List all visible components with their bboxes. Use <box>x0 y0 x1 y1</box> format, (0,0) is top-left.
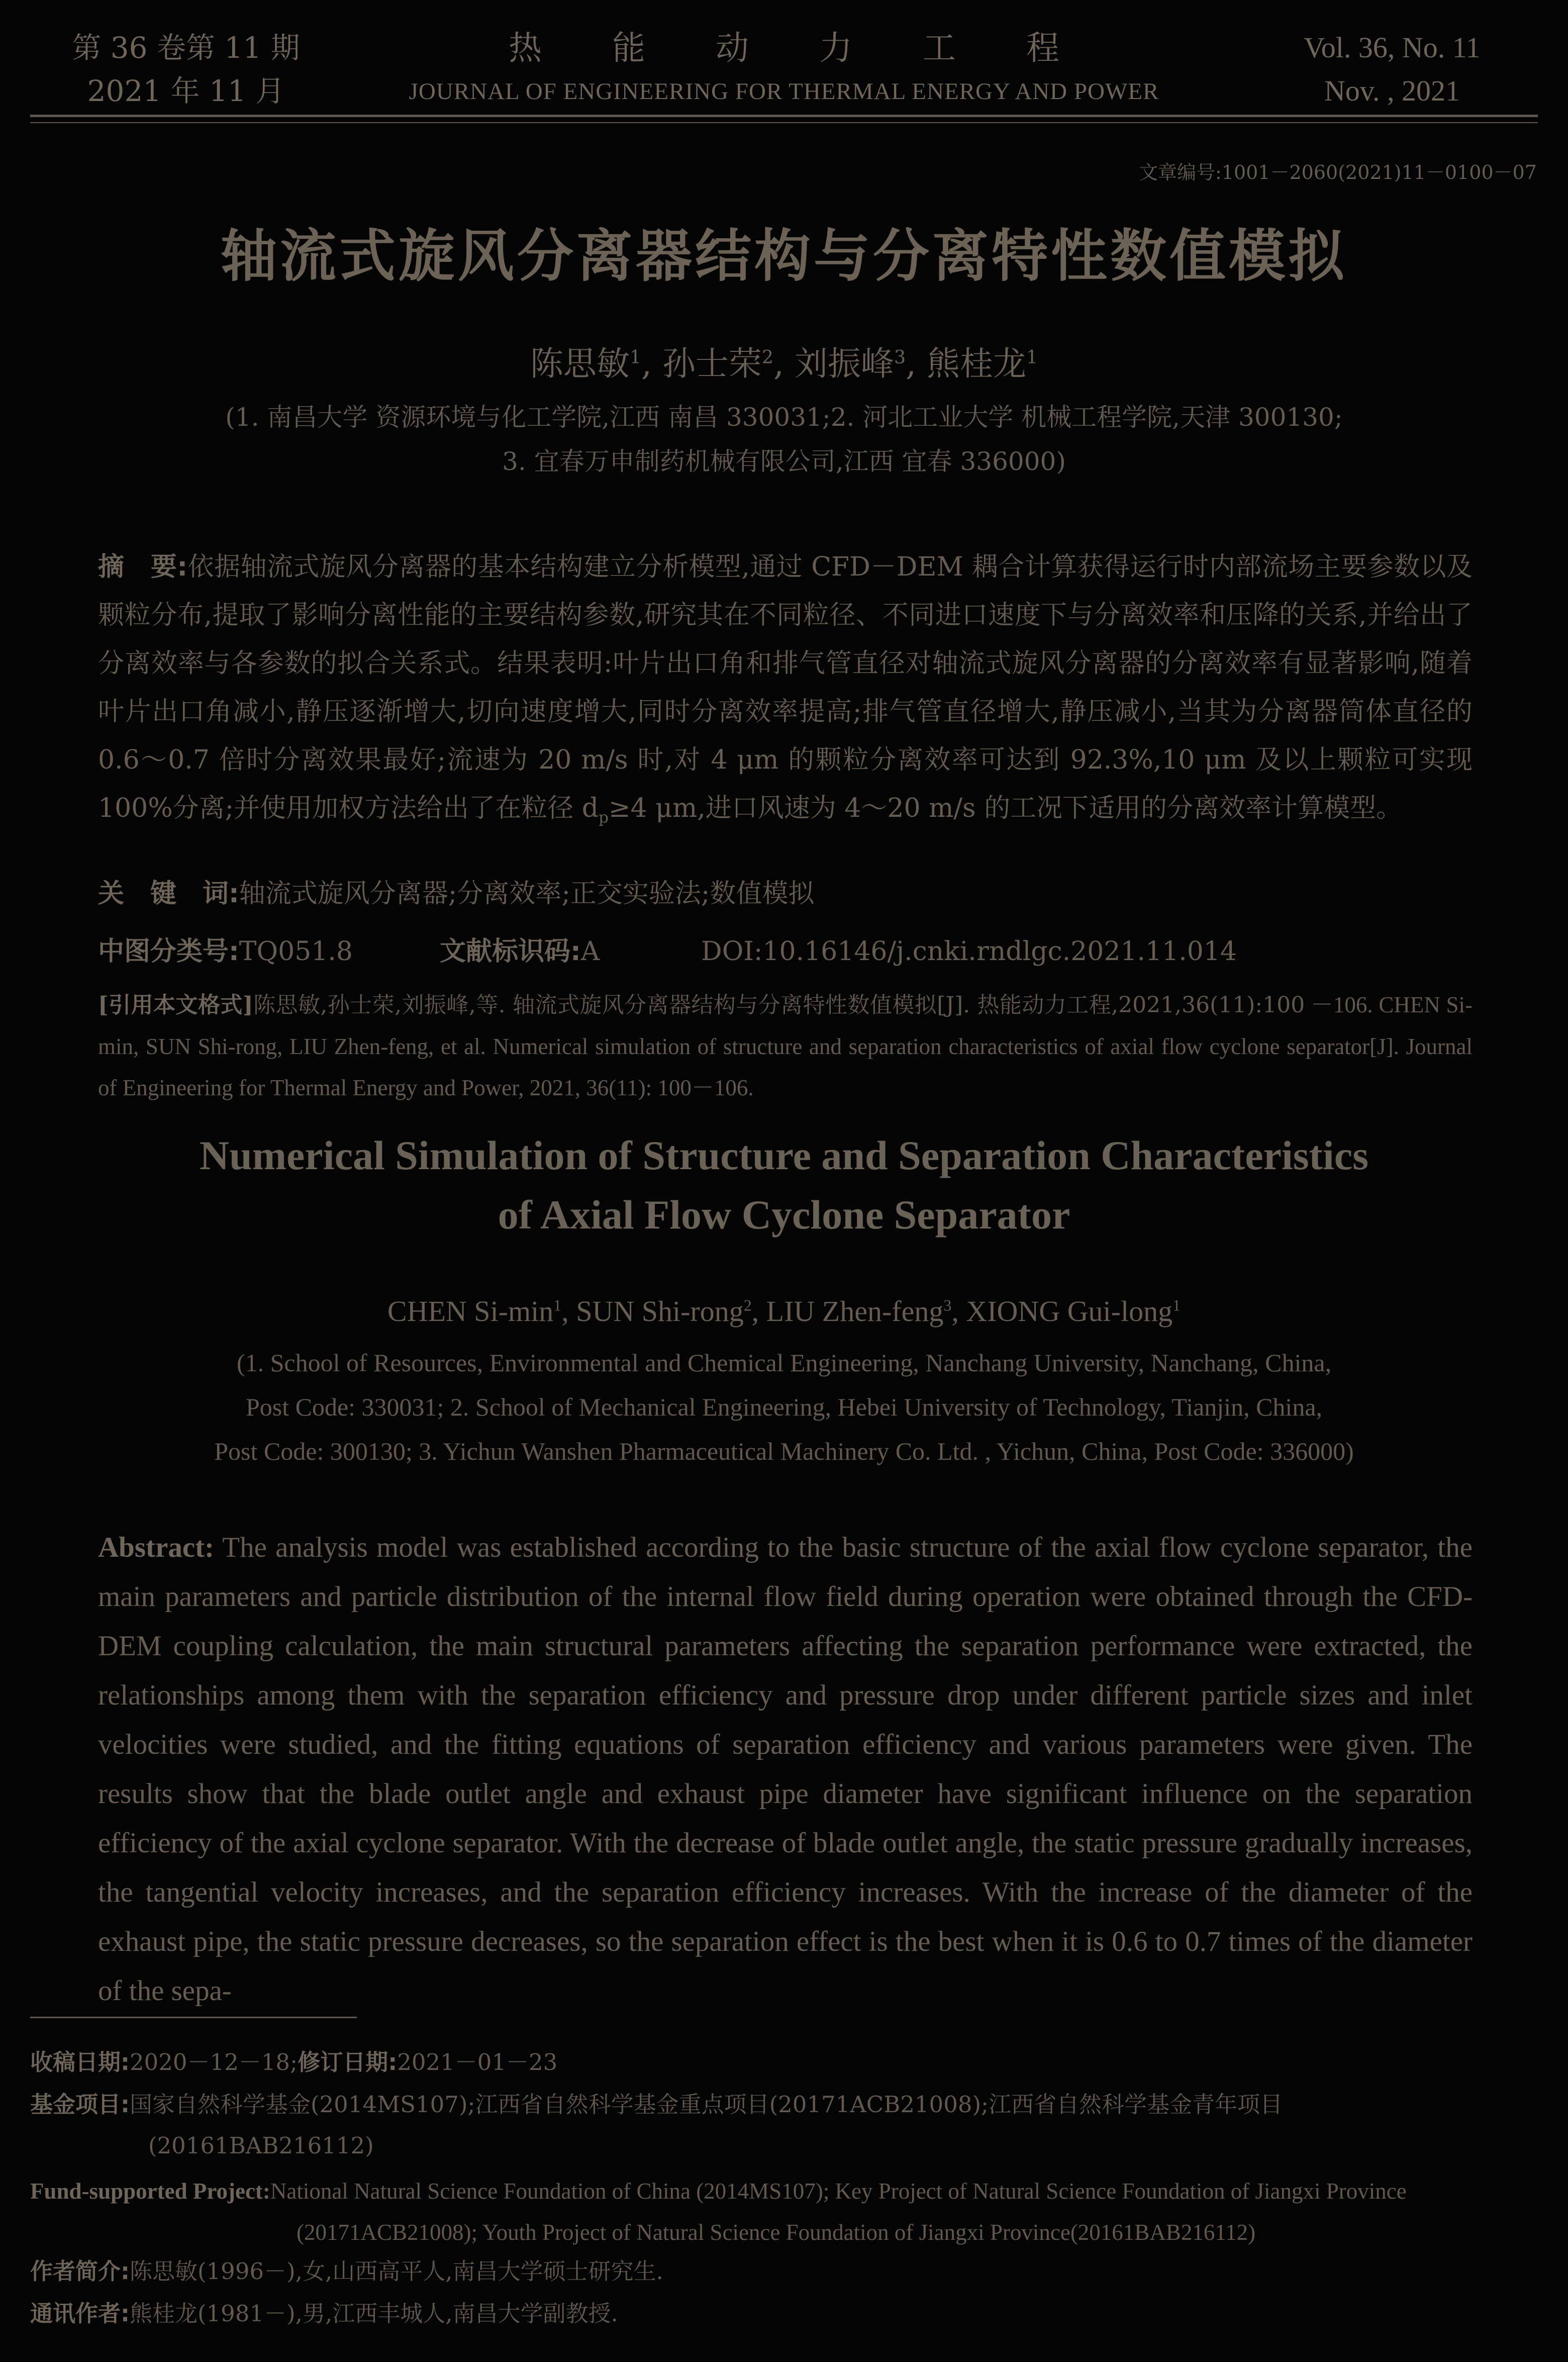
citation-label: [引用本文格式] <box>98 992 253 1018</box>
footnote-author: 作者简介:陈思敏(1996－),女,山西高平人,南昌大学硕士研究生. <box>30 2258 663 2285</box>
author-name: XIONG Gui-long <box>966 1295 1173 1328</box>
author-name: 陈思敏 <box>530 344 630 383</box>
authors-en: CHEN $Si-\min^1$, SUN Shi-rong$^2$, LIU Zhen-feng$^3$, XIONG Gui-long$^1$ <box>387 1295 1181 1328</box>
header-rule-thick <box>30 115 1538 117</box>
footnote-fund-en: Fund-supported Project:National Natural Science Foundation of China (2014MS107); Key Project of Natural Science Foundation of Jiangxi Province (20171ACB21008); Youth Project of Natural Science Foundation of Jiangxi Province(20161BAB216112) <box>30 2179 1407 2245</box>
affiliation-en-line: (1. School of Resources, Environmental and Chemical Engineering, Nanchang University, Nanchang, China, <box>236 1349 1332 1377</box>
journal-name-cn: 热能动力工程 <box>509 29 1130 67</box>
title-cn: 轴流式旋风分离器结构与分离特性数值模拟 <box>221 224 1347 289</box>
header-left <box>60 26 312 113</box>
affiliation-en-line: Post Code: 300130; 3. Yichun Wanshen Pharmaceutical Machinery Co. Ltd. , Yichun, China, Post Code: 336000) <box>214 1437 1354 1465</box>
clc-code: TQ051.8 <box>239 936 353 967</box>
footnote-fund-cn: 基金项目:国家自然科学基金(2014MS107);江西省自然科学基金重点项目(20171ACB21008);江西省自然科学基金青年项目 (20161BAB216112) <box>30 2091 1283 2159</box>
volume-en: Vol. 36, No. 11 <box>1304 31 1481 64</box>
abstract-cn: 摘 要:依据轴流式旋风分离器的基本结构建立分析模型,通过 CFD－DEM 耦合计算获得运行时内部流场主要参数以及颗粒分布,提取了影响分离性能的主要结构参数,研究其在不同粒径、不同进口速度下与分离效率和压降的关系,并给出了分离效率与各参数的拟合关系式。结果表明:叶片出口角和排气管直径对轴流式旋风分离器的分离效率有显著影响,随着叶片出口角减小,静压逐渐增大,切向速度增大,同时分离效率提高;排气管直径增大,静压减小,当其为分离器筒体直径的 0.6～0.7 倍时分离效果最好;流速为 20 m/s 时,对 4 μm 的颗粒分离效率可达到 92.3%,10 μm 及以上颗粒可实现 100%分离;并使用加权方法给出了在粒径 $d_p\ge 4$ μm,进口风速为 4～20 m/s 的工况下适用的分离效率计算模型。 <box>98 552 1473 827</box>
abstract-en-label: Abstract: <box>98 1532 215 1563</box>
volume-cn: 第 36 卷第 11 期 <box>72 31 300 65</box>
author-name: SUN Shi-rong <box>576 1295 744 1328</box>
journal-name-en: JOURNAL OF ENGINEERING FOR THERMAL ENERGY AND POWER <box>409 78 1159 105</box>
article-number: 文章编号:1001－2060(2021)11－0100－07 <box>1139 161 1537 183</box>
footnote-corresponding: 通讯作者:熊桂龙(1981－),男,江西丰城人,南昌大学副教授. <box>30 2300 618 2327</box>
author-name: LIU Zhen-feng <box>766 1295 944 1328</box>
keywords-cn: 关 键 词:轴流式旋风分离器;分离效率;正交实验法;数值模拟 <box>98 879 815 909</box>
classification-line: 中图分类号:TQ051.8 文献标识码:A DOI:10.16146/j.cnki.rndlgc.2021.11.014 <box>98 936 1237 967</box>
authors-cn: 陈思敏$^1$, 孙士荣$^2$, 刘振峰$^3$, 熊桂龙$^1$ <box>530 344 1038 383</box>
author-name: CHEN Si-min <box>387 1295 554 1328</box>
date-cn: 2021 年 11 月 <box>87 74 285 108</box>
keywords-label: 关 键 词: <box>98 879 239 909</box>
date-en: Nov. , 2021 <box>1324 74 1460 107</box>
abstract-en: Abstract: The analysis model was established according to the basic structure of the axial flow cyclone separator, the main parameters and particle distribution of the internal flow field during operation were obtained through the CFD-DEM coupling calculation, the main structural parameters affecting the separation performance were extracted, the relationships among them with the separation efficiency and pressure drop under different particle sizes and inlet velocities were studied, and the fitting equations of separation efficiency and various parameters were given. The results show that the blade outlet angle and exhaust pipe diameter have significant influence on the separation efficiency of the axial cyclone separator. With the decrease of blade outlet angle, the static pressure gradually increases, the tangential velocity increases, and the separation efficiency increases. With the increase of the diameter of the exhaust pipe, the static pressure decreases, so the separation effect is the best when it is 0.6 to 0.7 times of the diameter of the sepa- <box>98 1532 1473 2007</box>
citation-block: [引用本文格式]陈思敏,孙士荣,刘振峰,等. 轴流式旋风分离器结构与分离特性数值模拟[J]. 热能动力工程,2021,36(11):100 －106. CHEN Si-min, SUN Shi-rong, LIU Zhen-feng, et al. Numerical simulation of structure and separation characteristics of axial flow cyclone separator[J]. Journal of Engineering for Thermal Energy and Power, 2021, 36(11): 100－106. <box>98 992 1473 1100</box>
footnote-rule <box>30 2017 357 2018</box>
footnote-dates: 收稿日期:2020－12－18;修订日期:2021－01－23 <box>30 2049 558 2075</box>
abstract-cn-label: 摘 要: <box>98 552 188 582</box>
header-rule-thin <box>30 122 1538 123</box>
affiliation-cn-line: 3. 宜春万申制药机械有限公司,江西 宜春 336000) <box>502 447 1066 476</box>
author-name: 熊桂龙 <box>927 344 1027 383</box>
affiliation-cn-line: (1. 南昌大学 资源环境与化工学院,江西 南昌 330031;2. 河北工业大学 机械工程学院,天津 300130; <box>225 403 1343 432</box>
header-right <box>1261 26 1523 113</box>
header-center <box>312 26 1256 113</box>
affiliation-en-line: Post Code: 330031; 2. School of Mechanical Engineering, Hebei University of Technology, Tianjin, China, <box>245 1393 1323 1421</box>
title-en: Numerical Simulation of Structure and Separation Characteristics of Axial Flow Cyclone Separator <box>199 1132 1369 1238</box>
author-name: 孙士荣 <box>662 344 762 383</box>
author-name: 刘振峰 <box>794 344 894 383</box>
doi: DOI:10.16146/j.cnki.rndlgc.2021.11.014 <box>701 936 1237 967</box>
doc-code: A <box>580 936 600 967</box>
